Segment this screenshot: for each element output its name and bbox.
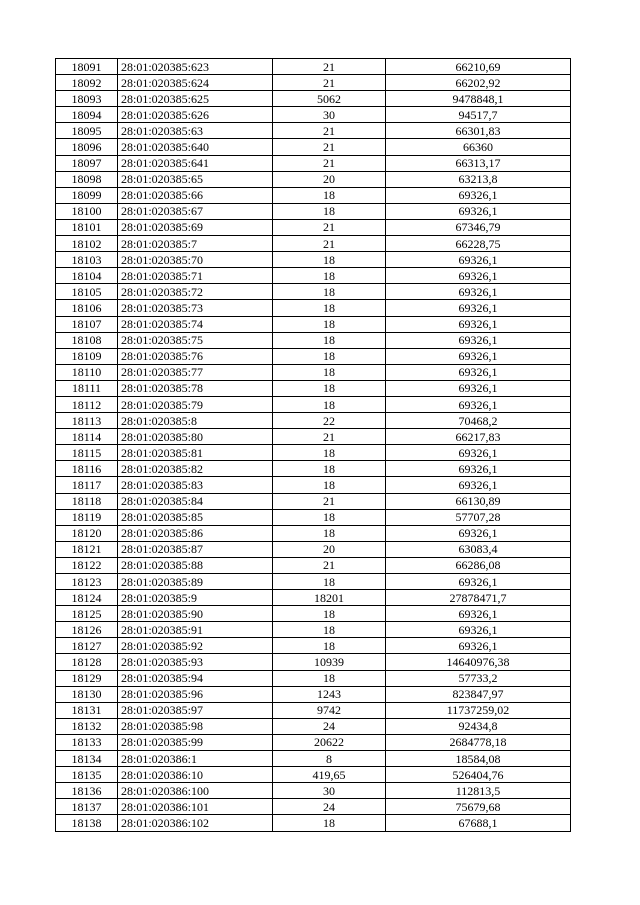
row-number-cell: 18117 [56, 477, 118, 493]
cadastral-value-cell: 66360 [386, 139, 571, 155]
row-number-cell: 18093 [56, 91, 118, 107]
cadastral-number-cell: 28:01:020386:10 [118, 767, 273, 783]
area-cell: 24 [273, 718, 386, 734]
table-row [56, 252, 571, 268]
cadastral-number-cell: 28:01:020385:87 [118, 541, 273, 557]
cadastral-value-cell: 70468,2 [386, 413, 571, 429]
table-row [56, 75, 571, 91]
cadastral-number-cell: 28:01:020385:66 [118, 187, 273, 203]
area-cell: 9742 [273, 702, 386, 718]
row-number-cell: 18115 [56, 445, 118, 461]
cadastral-number-cell: 28:01:020385:626 [118, 107, 273, 123]
table-row [56, 686, 571, 702]
cadastral-value-cell: 14640976,38 [386, 654, 571, 670]
cadastral-value-cell: 66286,08 [386, 557, 571, 573]
area-cell: 18 [273, 380, 386, 396]
area-cell: 18 [273, 477, 386, 493]
area-cell: 21 [273, 123, 386, 139]
row-number-cell: 18124 [56, 590, 118, 606]
area-cell: 21 [273, 493, 386, 509]
cadastral-number-cell: 28:01:020386:102 [118, 815, 273, 831]
table-row [56, 541, 571, 557]
row-number-cell: 18109 [56, 348, 118, 364]
cadastral-value-cell: 69326,1 [386, 284, 571, 300]
area-cell: 18 [273, 284, 386, 300]
cadastral-number-cell: 28:01:020385:89 [118, 574, 273, 590]
cadastral-number-cell: 28:01:020385:84 [118, 493, 273, 509]
cadastral-number-cell: 28:01:020385:7 [118, 236, 273, 252]
row-number-cell: 18110 [56, 364, 118, 380]
table-row [56, 219, 571, 235]
row-number-cell: 18102 [56, 236, 118, 252]
cadastral-value-cell: 112813,5 [386, 783, 571, 799]
table-row [56, 203, 571, 219]
cadastral-number-cell: 28:01:020385:74 [118, 316, 273, 332]
cadastral-value-cell: 63083,4 [386, 541, 571, 557]
cadastral-number-cell: 28:01:020385:78 [118, 380, 273, 396]
cadastral-number-cell: 28:01:020385:94 [118, 670, 273, 686]
row-number-cell: 18111 [56, 380, 118, 396]
table-row [56, 139, 571, 155]
cadastral-number-cell: 28:01:020385:67 [118, 203, 273, 219]
area-cell: 18 [273, 461, 386, 477]
area-cell: 30 [273, 783, 386, 799]
row-number-cell: 18129 [56, 670, 118, 686]
row-number-cell: 18138 [56, 815, 118, 831]
cadastral-number-cell: 28:01:020385:77 [118, 364, 273, 380]
area-cell: 21 [273, 429, 386, 445]
area-cell: 18 [273, 252, 386, 268]
cadastral-number-cell: 28:01:020385:88 [118, 557, 273, 573]
table-row [56, 670, 571, 686]
area-cell: 21 [273, 59, 386, 75]
cadastral-value-cell: 69326,1 [386, 445, 571, 461]
cadastral-number-cell: 28:01:020386:101 [118, 799, 273, 815]
table-row [56, 783, 571, 799]
table-row [56, 622, 571, 638]
cadastral-number-cell: 28:01:020385:71 [118, 268, 273, 284]
row-number-cell: 18134 [56, 751, 118, 767]
table-row [56, 718, 571, 734]
cadastral-value-cell: 66202,92 [386, 75, 571, 91]
row-number-cell: 18128 [56, 654, 118, 670]
cadastral-value-cell: 69326,1 [386, 364, 571, 380]
area-cell: 18 [273, 268, 386, 284]
table-row [56, 107, 571, 123]
cadastral-value-cell: 526404,76 [386, 767, 571, 783]
row-number-cell: 18103 [56, 252, 118, 268]
cadastral-number-cell: 28:01:020385:623 [118, 59, 273, 75]
table-row [56, 364, 571, 380]
cadastral-number-cell: 28:01:020385:83 [118, 477, 273, 493]
cadastral-value-cell: 11737259,02 [386, 702, 571, 718]
cadastral-number-cell: 28:01:020386:1 [118, 751, 273, 767]
cadastral-value-cell: 57733,2 [386, 670, 571, 686]
cadastral-number-cell: 28:01:020385:93 [118, 654, 273, 670]
cadastral-number-cell: 28:01:020385:86 [118, 525, 273, 541]
cadastral-value-cell: 18584,08 [386, 751, 571, 767]
row-number-cell: 18136 [56, 783, 118, 799]
row-number-cell: 18114 [56, 429, 118, 445]
row-number-cell: 18095 [56, 123, 118, 139]
area-cell: 18 [273, 348, 386, 364]
cadastral-value-cell: 66217,83 [386, 429, 571, 445]
area-cell: 18 [273, 445, 386, 461]
table-row [56, 284, 571, 300]
table-row [56, 509, 571, 525]
area-cell: 18 [273, 606, 386, 622]
cadastral-number-cell: 28:01:020385:92 [118, 638, 273, 654]
cadastral-value-cell: 94517,7 [386, 107, 571, 123]
table-row [56, 332, 571, 348]
table-row [56, 767, 571, 783]
row-number-cell: 18130 [56, 686, 118, 702]
table-row [56, 702, 571, 718]
cadastral-number-cell: 28:01:020385:79 [118, 396, 273, 412]
table-row [56, 413, 571, 429]
table-row [56, 590, 571, 606]
cadastral-value-cell: 69326,1 [386, 332, 571, 348]
cadastral-number-cell: 28:01:020385:81 [118, 445, 273, 461]
cadastral-number-cell: 28:01:020385:65 [118, 171, 273, 187]
cadastral-value-cell: 9478848,1 [386, 91, 571, 107]
area-cell: 18 [273, 316, 386, 332]
cadastral-value-cell: 69326,1 [386, 203, 571, 219]
cadastral-number-cell: 28:01:020385:82 [118, 461, 273, 477]
row-number-cell: 18092 [56, 75, 118, 91]
cadastral-value-cell: 69326,1 [386, 187, 571, 203]
table-row [56, 396, 571, 412]
cadastral-value-cell: 66301,83 [386, 123, 571, 139]
table-row [56, 91, 571, 107]
table-row [56, 187, 571, 203]
cadastral-value-cell: 69326,1 [386, 622, 571, 638]
area-cell: 18 [273, 332, 386, 348]
area-cell: 18 [273, 638, 386, 654]
table-row [56, 493, 571, 509]
area-cell: 18 [273, 187, 386, 203]
area-cell: 22 [273, 413, 386, 429]
row-number-cell: 18106 [56, 300, 118, 316]
table-row [56, 477, 571, 493]
area-cell: 419,65 [273, 767, 386, 783]
area-cell: 21 [273, 155, 386, 171]
cadastral-number-cell: 28:01:020385:8 [118, 413, 273, 429]
area-cell: 5062 [273, 91, 386, 107]
row-number-cell: 18096 [56, 139, 118, 155]
area-cell: 24 [273, 799, 386, 815]
row-number-cell: 18101 [56, 219, 118, 235]
table-row [56, 606, 571, 622]
area-cell: 18 [273, 203, 386, 219]
cadastral-number-cell: 28:01:020386:100 [118, 783, 273, 799]
area-cell: 18 [273, 815, 386, 831]
cadastral-number-cell: 28:01:020385:96 [118, 686, 273, 702]
row-number-cell: 18127 [56, 638, 118, 654]
row-number-cell: 18123 [56, 574, 118, 590]
cadastral-number-cell: 28:01:020385:85 [118, 509, 273, 525]
area-cell: 21 [273, 236, 386, 252]
table-row [56, 171, 571, 187]
cadastral-value-cell: 27878471,7 [386, 590, 571, 606]
cadastral-value-cell: 69326,1 [386, 300, 571, 316]
row-number-cell: 18113 [56, 413, 118, 429]
row-number-cell: 18108 [56, 332, 118, 348]
table-body [56, 59, 571, 832]
area-cell: 18 [273, 574, 386, 590]
table-row [56, 461, 571, 477]
cadastral-number-cell: 28:01:020385:641 [118, 155, 273, 171]
cadastral-number-cell: 28:01:020385:76 [118, 348, 273, 364]
row-number-cell: 18094 [56, 107, 118, 123]
cadastral-number-cell: 28:01:020385:75 [118, 332, 273, 348]
cadastral-value-cell: 92434,8 [386, 718, 571, 734]
table-row [56, 316, 571, 332]
area-cell: 21 [273, 557, 386, 573]
cadastral-value-cell: 69326,1 [386, 477, 571, 493]
cadastral-number-cell: 28:01:020385:625 [118, 91, 273, 107]
cadastral-number-cell: 28:01:020385:624 [118, 75, 273, 91]
cadastral-number-cell: 28:01:020385:80 [118, 429, 273, 445]
cadastral-value-cell: 69326,1 [386, 348, 571, 364]
table-row [56, 734, 571, 750]
area-cell: 1243 [273, 686, 386, 702]
row-number-cell: 18107 [56, 316, 118, 332]
cadastral-value-cell: 67688,1 [386, 815, 571, 831]
cadastral-value-cell: 69326,1 [386, 606, 571, 622]
table-row [56, 268, 571, 284]
table-row [56, 751, 571, 767]
cadastral-number-cell: 28:01:020385:9 [118, 590, 273, 606]
cadastral-value-cell: 2684778,18 [386, 734, 571, 750]
table-row [56, 429, 571, 445]
cadastral-value-cell: 66210,69 [386, 59, 571, 75]
cadastral-value-cell: 69326,1 [386, 396, 571, 412]
area-cell: 18201 [273, 590, 386, 606]
row-number-cell: 18098 [56, 171, 118, 187]
row-number-cell: 18121 [56, 541, 118, 557]
row-number-cell: 18099 [56, 187, 118, 203]
row-number-cell: 18118 [56, 493, 118, 509]
row-number-cell: 18100 [56, 203, 118, 219]
row-number-cell: 18097 [56, 155, 118, 171]
row-number-cell: 18125 [56, 606, 118, 622]
cadastral-value-cell: 66313,17 [386, 155, 571, 171]
cadastral-number-cell: 28:01:020385:97 [118, 702, 273, 718]
cadastral-number-cell: 28:01:020385:98 [118, 718, 273, 734]
cadastral-value-cell: 69326,1 [386, 574, 571, 590]
cadastral-number-cell: 28:01:020385:91 [118, 622, 273, 638]
cadastral-number-cell: 28:01:020385:70 [118, 252, 273, 268]
cadastral-value-cell: 67346,79 [386, 219, 571, 235]
table-row [56, 155, 571, 171]
row-number-cell: 18104 [56, 268, 118, 284]
cadastral-number-cell: 28:01:020385:90 [118, 606, 273, 622]
area-cell: 21 [273, 75, 386, 91]
table-row [56, 59, 571, 75]
row-number-cell: 18122 [56, 557, 118, 573]
area-cell: 18 [273, 364, 386, 380]
cadastral-value-cell: 69326,1 [386, 252, 571, 268]
area-cell: 18 [273, 670, 386, 686]
cadastral-table [55, 58, 571, 832]
area-cell: 20 [273, 541, 386, 557]
table-row [56, 654, 571, 670]
cadastral-value-cell: 69326,1 [386, 380, 571, 396]
area-cell: 10939 [273, 654, 386, 670]
table-row [56, 557, 571, 573]
table-row [56, 236, 571, 252]
table-row [56, 638, 571, 654]
row-number-cell: 18116 [56, 461, 118, 477]
area-cell: 18 [273, 525, 386, 541]
cadastral-number-cell: 28:01:020385:63 [118, 123, 273, 139]
row-number-cell: 18131 [56, 702, 118, 718]
cadastral-value-cell: 75679,68 [386, 799, 571, 815]
cadastral-value-cell: 69326,1 [386, 461, 571, 477]
row-number-cell: 18112 [56, 396, 118, 412]
row-number-cell: 18119 [56, 509, 118, 525]
cadastral-value-cell: 69326,1 [386, 638, 571, 654]
row-number-cell: 18132 [56, 718, 118, 734]
row-number-cell: 18126 [56, 622, 118, 638]
cadastral-number-cell: 28:01:020385:73 [118, 300, 273, 316]
row-number-cell: 18133 [56, 734, 118, 750]
area-cell: 20622 [273, 734, 386, 750]
table-row [56, 348, 571, 364]
cadastral-value-cell: 63213,8 [386, 171, 571, 187]
row-number-cell: 18120 [56, 525, 118, 541]
cadastral-value-cell: 57707,28 [386, 509, 571, 525]
cadastral-number-cell: 28:01:020385:69 [118, 219, 273, 235]
area-cell: 18 [273, 622, 386, 638]
area-cell: 18 [273, 509, 386, 525]
table-row [56, 525, 571, 541]
cadastral-value-cell: 66130,89 [386, 493, 571, 509]
table-row [56, 574, 571, 590]
row-number-cell: 18105 [56, 284, 118, 300]
cadastral-number-cell: 28:01:020385:99 [118, 734, 273, 750]
cadastral-value-cell: 823847,97 [386, 686, 571, 702]
cadastral-value-cell: 69326,1 [386, 316, 571, 332]
cadastral-number-cell: 28:01:020385:640 [118, 139, 273, 155]
area-cell: 30 [273, 107, 386, 123]
area-cell: 18 [273, 300, 386, 316]
table-row [56, 123, 571, 139]
table-row [56, 380, 571, 396]
area-cell: 21 [273, 219, 386, 235]
area-cell: 18 [273, 396, 386, 412]
cadastral-value-cell: 69326,1 [386, 268, 571, 284]
cadastral-value-cell: 69326,1 [386, 525, 571, 541]
table-row [56, 445, 571, 461]
row-number-cell: 18091 [56, 59, 118, 75]
area-cell: 8 [273, 751, 386, 767]
area-cell: 20 [273, 171, 386, 187]
row-number-cell: 18137 [56, 799, 118, 815]
row-number-cell: 18135 [56, 767, 118, 783]
table-row [56, 815, 571, 831]
table-row [56, 300, 571, 316]
area-cell: 21 [273, 139, 386, 155]
cadastral-value-cell: 66228,75 [386, 236, 571, 252]
cadastral-number-cell: 28:01:020385:72 [118, 284, 273, 300]
table-row [56, 799, 571, 815]
